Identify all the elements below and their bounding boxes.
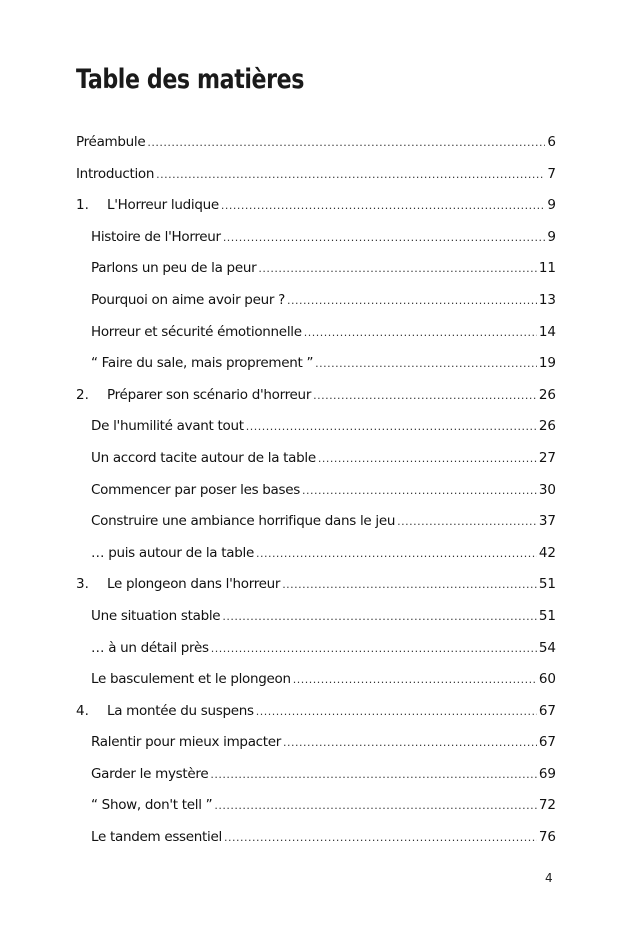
toc-entry-label: Le basculement et le plongeon — [91, 671, 291, 688]
toc-entry[interactable] — [76, 411, 556, 443]
toc-entry-label: Commencer par poser les bases — [91, 481, 301, 498]
toc-entry[interactable] — [76, 538, 556, 570]
toc-entry-label: De l'humilité avant tout — [91, 418, 244, 435]
toc-entry[interactable] — [76, 443, 556, 475]
toc-entry-label: Introduction — [76, 165, 155, 182]
toc-dot-leader — [214, 790, 536, 822]
toc-entry-label: Garder le mystère — [91, 765, 209, 782]
toc-entry-page: 54 — [538, 639, 556, 656]
toc-entry-number: 3. — [76, 576, 89, 593]
toc-entry-label: Un accord tacite autour de la table — [91, 449, 316, 466]
toc-entry-page: 69 — [538, 765, 556, 782]
toc-entry-page: 60 — [538, 671, 556, 688]
toc-entry[interactable] — [76, 159, 556, 191]
toc-dot-leader — [210, 759, 536, 791]
page-number: 4 — [545, 871, 553, 885]
toc-entry[interactable] — [76, 759, 556, 791]
toc-entry-page: 9 — [547, 228, 556, 245]
toc-entry-number: 4. — [76, 702, 89, 719]
toc-dot-leader — [302, 475, 537, 507]
toc-entry[interactable] — [76, 127, 556, 159]
toc-dot-leader — [222, 601, 536, 633]
toc-entry[interactable] — [76, 569, 556, 601]
toc-entry-label: Une situation stable — [91, 607, 221, 624]
toc-entry-label: La montée du suspens — [107, 702, 254, 719]
table-of-contents — [76, 127, 556, 854]
toc-dot-leader — [156, 159, 545, 191]
toc-dot-leader — [223, 222, 546, 254]
toc-entry-label: Pourquoi on aime avoir peur ? — [91, 291, 285, 308]
toc-entry[interactable] — [76, 348, 556, 380]
toc-dot-leader — [224, 822, 537, 854]
toc-entry[interactable] — [76, 190, 556, 222]
toc-entry-label: “ Show, don't tell ” — [91, 797, 213, 814]
toc-entry[interactable] — [76, 790, 556, 822]
toc-entry-page: 76 — [538, 829, 556, 846]
toc-entry-label: Construire une ambiance horrifique dans le jeu — [91, 513, 396, 530]
toc-entry-page: 6 — [547, 134, 556, 150]
toc-entry[interactable] — [76, 506, 556, 538]
toc-entry-label: Le plongeon dans l'horreur — [107, 576, 281, 593]
toc-entry-label: Préparer son scénario d'horreur — [107, 386, 312, 403]
toc-entry[interactable] — [76, 317, 556, 349]
toc-entry-page: 67 — [538, 734, 556, 751]
toc-entry-page: 26 — [538, 418, 556, 435]
toc-dot-leader — [293, 664, 537, 696]
toc-dot-leader — [211, 633, 537, 665]
toc-dot-leader — [304, 317, 537, 349]
toc-entry-label: Le tandem essentiel — [91, 829, 222, 846]
toc-entry-page: 27 — [538, 449, 556, 466]
toc-entry[interactable] — [76, 601, 556, 633]
toc-entry-label: … à un détail près — [91, 639, 209, 656]
toc-entry-page: 51 — [538, 607, 556, 624]
toc-entry[interactable] — [76, 696, 556, 728]
page-title: Table des matières — [76, 64, 305, 95]
toc-entry-label: “ Faire du sale, mais proprement ” — [91, 355, 314, 372]
toc-entry-page: 14 — [538, 323, 556, 340]
toc-entry-label: Parlons un peu de la peur — [91, 260, 257, 277]
toc-entry[interactable] — [76, 633, 556, 665]
toc-entry-page: 26 — [538, 386, 556, 403]
toc-entry[interactable] — [76, 285, 556, 317]
toc-dot-leader — [315, 348, 537, 380]
toc-entry[interactable] — [76, 664, 556, 696]
toc-dot-leader — [282, 569, 537, 601]
toc-entry[interactable] — [76, 822, 556, 854]
toc-entry-page: 7 — [547, 165, 556, 182]
toc-dot-leader — [283, 727, 537, 759]
toc-dot-leader — [147, 127, 545, 159]
toc-entry-page: 30 — [538, 481, 556, 498]
toc-entry-page: 11 — [538, 260, 556, 277]
toc-entry-page: 51 — [538, 576, 556, 593]
toc-entry-label: Préambule — [76, 134, 146, 150]
toc-entry-page: 9 — [547, 197, 556, 214]
toc-entry-page: 72 — [538, 797, 556, 814]
toc-entry-label: Horreur et sécurité émotionnelle — [91, 323, 302, 340]
toc-dot-leader — [256, 538, 537, 570]
toc-dot-leader — [397, 506, 537, 538]
toc-dot-leader — [313, 380, 537, 412]
toc-entry[interactable] — [76, 222, 556, 254]
toc-dot-leader — [221, 190, 546, 222]
toc-dot-leader — [246, 411, 537, 443]
toc-entry[interactable] — [76, 475, 556, 507]
toc-dot-leader — [256, 696, 537, 728]
toc-entry-label: Ralentir pour mieux impacter — [91, 734, 282, 751]
toc-entry-number: 2. — [76, 386, 89, 403]
toc-dot-leader — [318, 443, 537, 475]
toc-entry-page: 13 — [538, 291, 556, 308]
toc-entry-label: L'Horreur ludique — [107, 197, 219, 214]
toc-dot-leader — [258, 253, 536, 285]
toc-entry-label: … puis autour de la table — [91, 544, 254, 561]
toc-entry-page: 37 — [538, 513, 556, 530]
toc-entry[interactable] — [76, 253, 556, 285]
toc-entry-page: 67 — [538, 702, 556, 719]
toc-entry-page: 19 — [538, 355, 556, 372]
toc-entry-label: Histoire de l'Horreur — [91, 228, 221, 245]
toc-entry[interactable] — [76, 380, 556, 412]
toc-entry[interactable] — [76, 727, 556, 759]
toc-entry-page: 42 — [538, 544, 556, 561]
toc-entry-number: 1. — [76, 197, 89, 214]
toc-dot-leader — [287, 285, 537, 317]
